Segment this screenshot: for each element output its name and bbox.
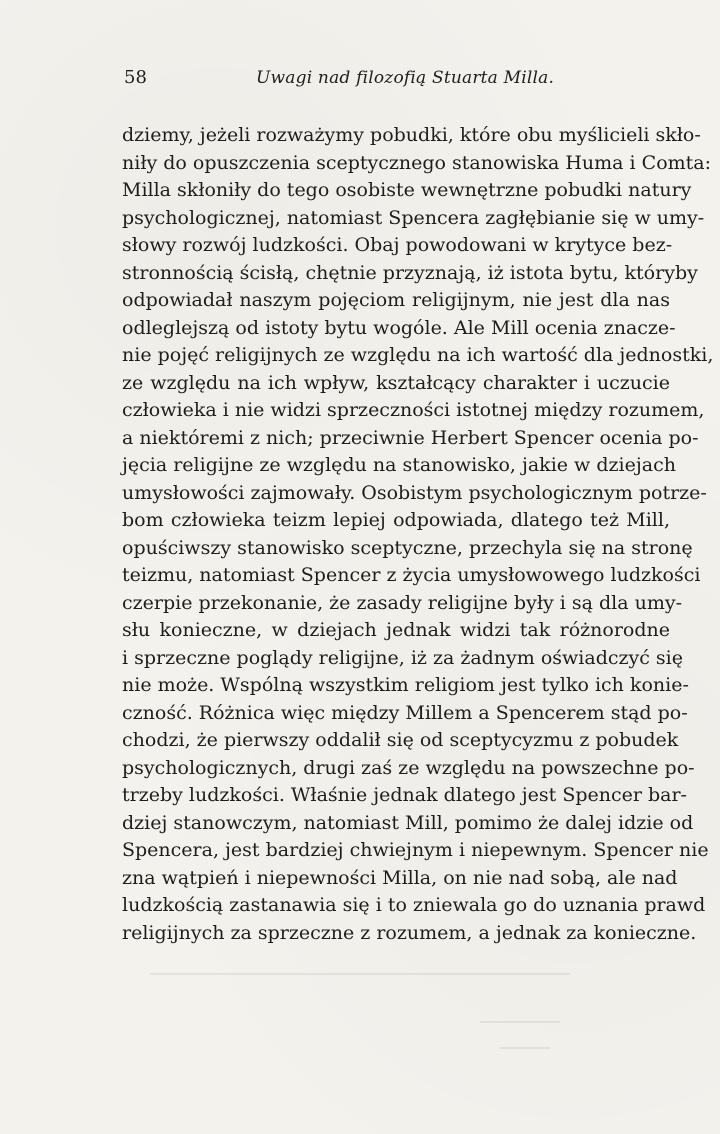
text-line: dziemy, jeżeli rozważymy pobudki, które obu myślicieli skło-	[122, 124, 701, 146]
text-line: czność. Różnica więc między Millem a Spencerem stąd po-	[122, 701, 688, 724]
text-line: i sprzeczne poglądy religijne, iż za żadnym oświadczyć się	[122, 646, 684, 669]
page-number: 58	[124, 67, 147, 88]
bleed-line	[480, 1021, 560, 1023]
text-line: teizmu, natomiast Spencer z życia umysłowowego ludzkości	[122, 564, 701, 586]
body-text	[122, 122, 714, 947]
text-line: słowy rozwój ludzkości. Obaj powodowani w krytyce bez-	[122, 234, 673, 256]
running-head	[124, 64, 644, 94]
text-line: niły do opuszczenia sceptycznego stanowiska Huma i Comta:	[122, 151, 712, 174]
text-line: opuściwszy stanowisko sceptyczne, przechyla się na stronę	[122, 536, 693, 559]
text-line: a niektóremi z nich; przeciwnie Herbert Spencer ocenia po-	[122, 426, 699, 449]
text-line: człowieka i nie widzi sprzeczności istotnej między rozumem,	[122, 399, 705, 421]
text-line: psychologicznych, drugi zaś ze względu na powszechne po-	[122, 756, 695, 779]
bleed-through-texture	[150, 965, 620, 1075]
text-line: zna wątpień i niepewności Milla, on nie nad sobą, ale nad	[122, 866, 678, 889]
text-line: religijnych za sprzeczne z rozumem, a jednak za konieczne.	[122, 921, 697, 944]
text-line: czerpie przekonanie, że zasady religijne były i są dla umy-	[122, 591, 683, 614]
text-line: dziej stanowczym, natomiast Mill, pomimo że dalej idzie od	[122, 811, 694, 834]
text-line: nie pojęć religijnych ze względu na ich wartość dla jednostki,	[122, 344, 714, 366]
text-line: Milla skłoniły do tego osobiste wewnętrzne pobudki natury	[122, 179, 692, 201]
running-title: Uwagi nad filozofią Stuarta Milla.	[256, 68, 555, 88]
text-line: słu konieczne, w dziejach jednak widzi tak różnorodne	[122, 619, 670, 641]
text-line: jęcia religijne ze względu na stanowisko, jakie w dziejach	[122, 454, 676, 476]
text-line: Spencera, jest bardziej chwiejnym i niepewnym. Spencer nie	[122, 839, 709, 861]
text-line: ze względu na ich wpływ, kształcący charakter i uczucie	[122, 371, 670, 394]
text-line: ludzkością zastanawia się i to zniewala go do uznania prawd	[122, 894, 706, 916]
text-line: trzeby ludzkości. Właśnie jednak dlatego jest Spencer bar-	[122, 784, 687, 806]
bleed-line	[500, 1047, 550, 1049]
text-line: bom człowieka teizm lepiej odpowiada, dlatego też Mill,	[122, 509, 670, 531]
text-line: psychologicznej, natomiast Spencera zagłębianie się w umy-	[122, 206, 705, 229]
text-line: chodzi, że pierwszy oddalił się od sceptycyzmu z pobudek	[122, 729, 679, 751]
text-line: nie może. Wspólną wszystkim religiom jest tylko ich konie-	[122, 674, 689, 696]
text-line: odleglejszą od istoty bytu wogóle. Ale Mill ocenia znacze-	[122, 316, 676, 339]
text-line: odpowiadał naszym pojęciom religijnym, nie jest dla nas	[122, 289, 670, 311]
text-line: stronnością ścisłą, chętnie przyznają, iż istota bytu, któryby	[122, 261, 698, 284]
bleed-line	[150, 973, 570, 975]
text-line: umysłowości zajmowały. Osobistym psychologicznym potrze-	[122, 481, 707, 504]
